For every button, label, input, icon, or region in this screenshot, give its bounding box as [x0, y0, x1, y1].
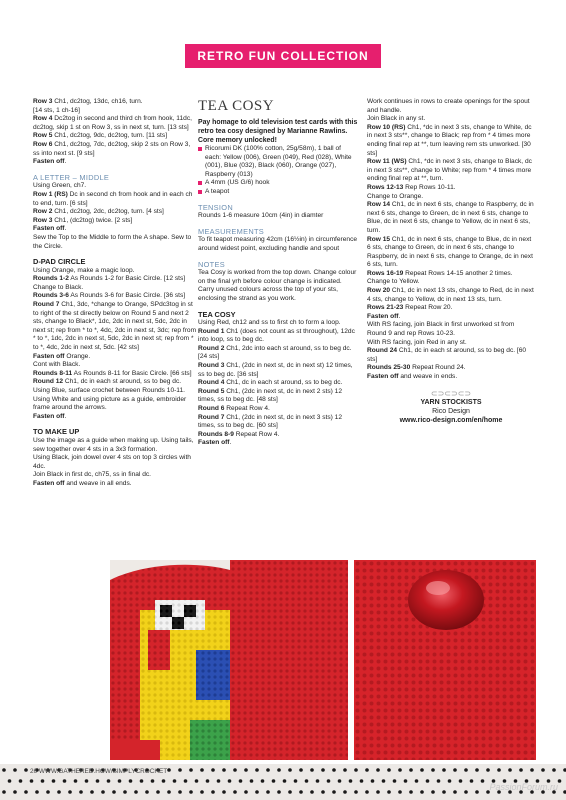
instruction-line: Fasten off and weave in all ends.	[33, 479, 132, 487]
dot	[299, 768, 303, 772]
dot	[211, 790, 215, 794]
dot	[167, 790, 171, 794]
instruction-line: Round 12 Ch1, dc in each st around, ss to beg dc.	[33, 378, 182, 386]
instruction-line: Change to Black.	[33, 283, 84, 291]
dot	[255, 790, 259, 794]
notes-text: Tea Cosy is worked from the top down. Change colour on the final yrh before colour change is indicated. Carry unused colours across the top of your sts, enclosing the strand as you work.	[198, 269, 357, 302]
dot	[52, 779, 56, 783]
instruction-line: Row 3 Ch1, dc2tog, 13dc, ch16, turn.	[33, 98, 143, 105]
dot	[393, 779, 397, 783]
dot	[530, 768, 534, 772]
dot	[41, 779, 45, 783]
instruction-line: Using Orange, make a magic loop.	[33, 266, 135, 274]
instruction-line: Fasten off.	[33, 225, 67, 233]
dot	[321, 790, 325, 794]
dot	[195, 779, 199, 783]
dot	[464, 768, 468, 772]
dot	[332, 790, 336, 794]
instruction-line: Round 5 Ch1, (2dc in next st, dc in next 2 sts) 12 times, ss to beg dc. [48 sts]	[198, 387, 343, 404]
instruction-line: Rounds 1-2 As Rounds 1-2 for Basic Circle. [12 sts]	[33, 275, 186, 283]
dot	[211, 768, 215, 772]
dot	[409, 768, 413, 772]
material-text: A teapot	[205, 187, 230, 195]
dot	[85, 779, 89, 783]
dot	[365, 790, 369, 794]
dot	[57, 790, 61, 794]
instruction-line: With RS facing, join Black in first unworked st from Round 9 and rep Rows 10-23.	[367, 321, 515, 338]
dot	[151, 779, 155, 783]
dot	[420, 790, 424, 794]
stockists-title: YARN STOCKISTS	[420, 398, 482, 406]
instruction-line: Using Blue, surface crochet between Rounds 10-11.	[33, 387, 185, 394]
divider-dots: ⊂⊃⊂⊃⊂⊃	[430, 388, 472, 398]
dot	[30, 779, 34, 783]
instruction-line: Join Black in any st.	[367, 115, 426, 123]
dot	[453, 790, 457, 794]
dot	[294, 779, 298, 783]
dot	[464, 790, 468, 794]
intro-text: Pay homage to old television test cards with this retro tea cosy designed by Marianne Rawlins. Core memory unlocked!	[198, 119, 358, 144]
dot	[68, 790, 72, 794]
dot	[266, 768, 270, 772]
instruction-line: Rounds 8-11 As Rounds 8-11 for Basic Circle. [66 sts]	[33, 369, 192, 377]
dot	[123, 790, 127, 794]
instruction-line: Fasten off.	[33, 158, 67, 166]
dot	[118, 779, 122, 783]
dot	[233, 790, 237, 794]
dot	[475, 768, 479, 772]
instruction-line: Fasten off.	[33, 412, 67, 420]
dot	[107, 779, 111, 783]
dot	[255, 768, 259, 772]
column-left	[33, 98, 198, 489]
dot	[217, 779, 221, 783]
dot	[409, 790, 413, 794]
dot	[189, 768, 193, 772]
dot	[184, 779, 188, 783]
dot	[13, 768, 17, 772]
instruction-line: Round 7 Ch1, (2dc in next st, dc in next 3 sts) 12 times, ss to beg dc. [60 sts]	[198, 413, 343, 430]
dot	[140, 779, 144, 783]
dot	[2, 790, 6, 794]
instruction-line: Cont with Black.	[33, 361, 81, 369]
yarn-stockists	[367, 390, 535, 425]
dot	[178, 768, 182, 772]
instruction-line: Fasten off.	[198, 439, 232, 447]
measurements-text: To fit teapot measuring 42cm (16½in) in circumference around widest point, excluding handle and spout	[198, 236, 358, 252]
instruction-line: Sew the Top to the Middle to form the A shape. Sew to the Circle.	[33, 233, 192, 250]
notes-heading: NOTES	[198, 259, 225, 269]
tea-cosy-rows	[198, 319, 358, 448]
dot	[35, 790, 39, 794]
tension-heading: TENSION	[198, 202, 233, 212]
instruction-line: Work continues in rows to create openings for the spout and handle.	[367, 98, 530, 114]
dot	[431, 790, 435, 794]
instruction-line: Use the image as a guide when making up. Using tails, sew together over 4 sts in a 3x3 formation.	[33, 436, 194, 453]
dot	[74, 779, 78, 783]
instruction-line: Change to Yellow.	[367, 278, 420, 286]
material-item	[198, 145, 358, 179]
dot	[283, 779, 287, 783]
row-instructions	[367, 98, 535, 382]
dot	[266, 790, 270, 794]
dot	[162, 779, 166, 783]
dot	[63, 779, 67, 783]
dot	[299, 790, 303, 794]
dot	[24, 790, 28, 794]
dot	[277, 790, 281, 794]
section-banner: RETRO FUN COLLECTION	[185, 44, 381, 68]
dot	[431, 768, 435, 772]
dot	[497, 768, 501, 772]
measurements-heading: MEASUREMENTS	[198, 226, 265, 236]
instruction-line: Row 14 Ch1, dc in next 6 sts, change to Raspberry, dc in next 6 sts, change to Green, dc in next 6 sts, change to Blue, dc in next 6 sts, change to Yellow, dc in next 6 sts, turn.	[367, 201, 534, 234]
dot	[552, 768, 556, 772]
dot	[558, 779, 562, 783]
dot	[305, 779, 309, 783]
dot	[24, 768, 28, 772]
watermark: PassionForum.ru	[489, 782, 558, 792]
dot	[222, 768, 226, 772]
dot	[387, 768, 391, 772]
dot	[101, 790, 105, 794]
instruction-line: Row 10 (RS) Ch1, *dc in next 3 sts, change to White, dc in next 3 sts**, change to Black; rep from * 4 times more ending final rep at **, turn leaving rem sts unworked. [30 sts]	[367, 123, 532, 157]
dot	[332, 768, 336, 772]
material-text: Ricorumi DK (100% cotton, 25g/58m), 1 ball of each: Yellow (006), Green (049), Red (028), White (001), Blue (032), Black (060), Orange (027), Raspberry (013)	[205, 145, 352, 178]
stockists-url[interactable]: www.rico-design.com/en/home	[399, 416, 503, 424]
dot	[343, 768, 347, 772]
dot	[481, 779, 485, 783]
instruction-line: Round 1 Ch1 (does not count as st throughout), 12dc into loop, ss to beg dc.	[198, 327, 355, 344]
dot	[404, 779, 408, 783]
instruction-line: Rounds 3-6 As Rounds 3-6 for Basic Circle. [36 sts]	[33, 292, 186, 300]
dot	[398, 790, 402, 794]
dot	[228, 779, 232, 783]
dot	[541, 768, 545, 772]
subheading: TO MAKE UP	[33, 427, 80, 437]
dot	[448, 779, 452, 783]
instruction-line: Rows 16-19 Repeat Rows 14-15 another 2 times.	[367, 269, 513, 277]
dot	[244, 790, 248, 794]
dot	[46, 790, 50, 794]
instruction-line: Join Black in first dc, ch75, ss in final dc.	[33, 471, 152, 479]
dot	[376, 768, 380, 772]
pattern-title: TEA COSY	[198, 98, 275, 114]
dot	[239, 779, 243, 783]
dot	[343, 790, 347, 794]
dot	[200, 790, 204, 794]
instruction-line: Row 20 Ch1, dc in next 13 sts, change to Red, dc in next 4 sts, change to Yellow, dc in next 13 sts, turn.	[367, 287, 534, 303]
dot	[382, 779, 386, 783]
material-text: A 4mm (US G/6) hook	[205, 179, 270, 187]
instruction-line: Rows 21-23 Repeat Row 20.	[367, 304, 453, 312]
dot	[354, 768, 358, 772]
instruction-line: Row 1 (RS) Dc in second ch from hook and in each ch to end, turn. [6 sts]	[33, 190, 193, 207]
instruction-line: Rows 12-13 Rep Rows 10-11.	[367, 183, 456, 191]
instruction-line: Using White and using picture as a guide, embroider frame around the arrows.	[33, 395, 187, 412]
tension-text: Rounds 1-6 measure 10cm (4in) in diamter	[198, 212, 324, 220]
instruction-line: With RS facing, join Red in any st.	[367, 338, 467, 346]
dot	[371, 779, 375, 783]
dot	[19, 779, 23, 783]
dot	[354, 790, 358, 794]
instruction-line: [14 sts, 1 ch-16]	[33, 106, 80, 114]
dot	[519, 768, 523, 772]
bullet-icon	[198, 147, 202, 151]
instruction-line: Using Green, ch7.	[33, 182, 87, 190]
tea-cosy-photo-top	[354, 560, 536, 760]
dot	[129, 779, 133, 783]
bullet-icon	[198, 190, 202, 194]
dot	[508, 768, 512, 772]
dot	[261, 779, 265, 783]
instruction-line: Round 7 Ch1, 3dc, *change to Orange, SPdc3tog in st to right of the st directly below on Round 5 and next 2 sts, change to Black*, 1dc, 2dc in next st, 5dc, 2dc in next st; rep from * to *, 4dc, 2dc in next st, 3dc; rep from * to *, 1dc, 2dc in next st, 5dc, 2dc in next st; rep from * to *, 4dc, 2dc in next st, 5dc. [42 sts]	[33, 301, 197, 352]
instruction-line: Using Red, ch12 and ss to first ch to form a loop.	[198, 319, 341, 327]
dot	[470, 779, 474, 783]
dot	[360, 779, 364, 783]
bullet-icon	[198, 181, 202, 185]
dot	[486, 768, 490, 772]
dot	[189, 790, 193, 794]
instruction-line: Fasten off.	[367, 312, 401, 320]
dot	[376, 790, 380, 794]
dot	[310, 768, 314, 772]
dot	[2, 768, 6, 772]
dot	[250, 779, 254, 783]
dot	[365, 768, 369, 772]
tea-cosy-photo-pattern	[110, 560, 348, 760]
dot	[338, 779, 342, 783]
dot	[310, 790, 314, 794]
dot	[233, 768, 237, 772]
instruction-line: Rounds 25-30 Repeat Round 24.	[367, 364, 466, 372]
dot	[13, 790, 17, 794]
dot	[415, 779, 419, 783]
material-item	[198, 179, 358, 188]
dot	[145, 790, 149, 794]
dot	[156, 790, 160, 794]
instruction-line: Row 3 Ch1, (dc2tog) twice. [2 sts]	[33, 216, 133, 224]
instruction-line: Rounds 8-9 Repeat Row 4.	[198, 430, 280, 438]
instruction-line: Fasten off and weave in ends.	[367, 373, 458, 380]
instruction-line: Using Black, join dowel over 4 sts on top 3 circles with 4dc.	[33, 454, 191, 470]
instruction-line: Row 15 Ch1, dc in next 6 sts, change to Blue, dc in next 6 sts, change to Green, dc in next 6 sts, change to Raspberry, dc in next 6 sts, change to Orange, dc in next 6 sts, turn.	[367, 235, 533, 269]
instruction-line: Fasten off Orange.	[33, 352, 91, 360]
dot	[327, 779, 331, 783]
dot	[426, 779, 430, 783]
dot	[288, 790, 292, 794]
section-heading: A LETTER – MIDDLE	[33, 172, 110, 182]
tea-cosy-heading: TEA COSY	[198, 309, 236, 319]
column-right	[367, 98, 535, 425]
dot	[420, 768, 424, 772]
dot	[387, 790, 391, 794]
dot	[134, 790, 138, 794]
instruction-line: Round 2 Ch1, 2dc into each st around, ss to beg dc. [24 sts]	[198, 344, 352, 361]
dot	[453, 768, 457, 772]
instruction-line: Row 6 Ch1, dc2tog, 7dc, dc2tog, skip 2 sts on Row 3, ss into next st. [9 sts]	[33, 140, 191, 157]
page-number: 26 WWW.GATHERED.HOW/SIMPLYCROCHET	[30, 768, 168, 775]
column-middle	[198, 98, 358, 448]
dot	[442, 790, 446, 794]
instruction-line: Change to Orange.	[367, 192, 424, 200]
dot	[316, 779, 320, 783]
materials-list	[198, 145, 358, 197]
dot	[349, 779, 353, 783]
dot	[244, 768, 248, 772]
instruction-line: Row 11 (WS) Ch1, *dc in next 3 sts, change to Black, dc in next 3 sts**, change to White; rep from * 4 times more ending final rep at **, turn.	[367, 158, 532, 183]
dot	[398, 768, 402, 772]
dot	[90, 790, 94, 794]
subheading: D-PAD CIRCLE	[33, 257, 86, 267]
dot	[459, 779, 463, 783]
dot	[442, 768, 446, 772]
instruction-line: Row 5 Ch1, dc2tog, 9dc, dc2tog, turn. [11 sts]	[33, 132, 168, 140]
dot	[222, 790, 226, 794]
instruction-line: Round 4 Ch1, dc in each st around, ss to beg dc.	[198, 379, 343, 387]
dot	[112, 790, 116, 794]
dot	[200, 768, 204, 772]
dot	[321, 768, 325, 772]
page-footer	[0, 764, 566, 800]
material-item	[198, 188, 358, 197]
dot	[272, 779, 276, 783]
stockists-name: Rico Design	[432, 407, 470, 415]
dot	[79, 790, 83, 794]
dot	[8, 779, 12, 783]
instruction-line: Row 2 Ch1, dc2tog, 2dc, dc2tog, turn. [4 sts]	[33, 208, 164, 216]
dot	[206, 779, 210, 783]
dot	[288, 768, 292, 772]
instruction-line: Row 4 Dc2tog in second and third ch from hook, 11dc, dc2tog, skip 1 st on Row 3, ss in next st, turn. [13 sts]	[33, 115, 192, 131]
instruction-line: Round 3 Ch1, (2dc in next st, dc in next st) 12 times, ss to beg dc. [36 sts]	[198, 362, 353, 378]
dot	[173, 779, 177, 783]
dot	[277, 768, 281, 772]
dot	[167, 768, 171, 772]
instruction-line: Round 24 Ch1, dc in each st around, ss to beg dc. [60 sts]	[367, 347, 527, 363]
dot	[437, 779, 441, 783]
dot	[96, 779, 100, 783]
instruction-line: Round 6 Repeat Row 4.	[198, 405, 270, 413]
dot	[475, 790, 479, 794]
dot	[178, 790, 182, 794]
